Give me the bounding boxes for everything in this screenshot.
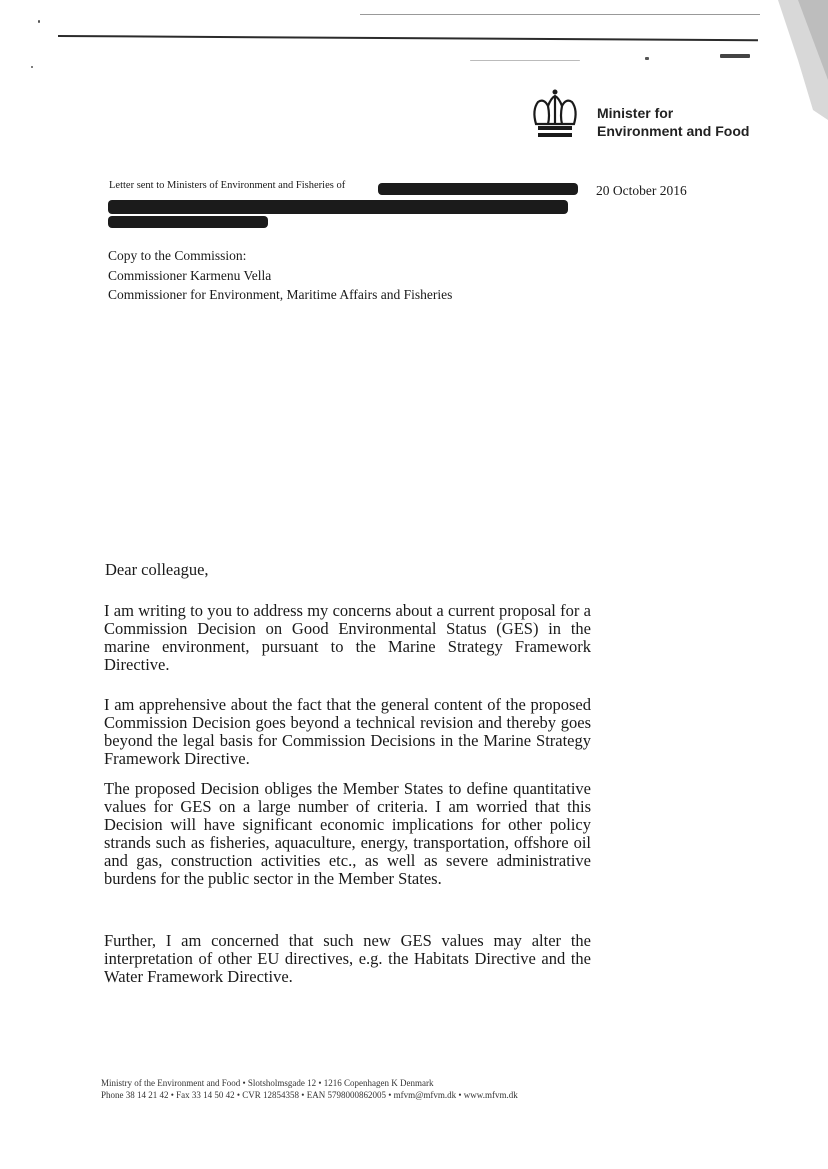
body-paragraph: I am writing to you to address my concerns about a current proposal for a Commission Decision on Good Environmental Status (GES) in the marine environment, pursuant to the Marine Strategy Framework Directive. bbox=[104, 601, 591, 674]
scan-artifact-line bbox=[58, 35, 758, 41]
footer bbox=[101, 1077, 518, 1101]
ministry-name-line1: Minister for bbox=[597, 105, 674, 121]
footer-contact: Phone 38 14 21 42 • Fax 33 14 50 42 • CVR 12854358 • EAN 5798000862005 • mfvm@mfvm.dk • www.mfvm.dk bbox=[101, 1090, 518, 1100]
copy-to-title: Commissioner for Environment, Maritime Affairs and Fisheries bbox=[108, 287, 453, 302]
scan-artifact-speck bbox=[38, 20, 40, 23]
footer-address: Ministry of the Environment and Food • Slotsholmsgade 12 • 1216 Copenhagen K Denmark bbox=[101, 1078, 434, 1088]
letter-date: 20 October 2016 bbox=[596, 183, 687, 198]
copy-to-block bbox=[108, 246, 452, 305]
ministry-name bbox=[597, 104, 749, 140]
body-paragraph: The proposed Decision obliges the Member States to define quantitative values for GES on a large number of criteria. I am worried that this Decision will have significant economic implications for other policy strands such as fisheries, aquaculture, energy, transportation, offshore oil and gas, construction activities etc., as well as severe administrative burdens for the public sector in the Member States. bbox=[104, 779, 591, 888]
scan-artifact-line bbox=[360, 14, 760, 15]
recipient-line: Letter sent to Ministers of Environment and Fisheries of bbox=[109, 180, 346, 191]
page-corner-shadow bbox=[768, 0, 828, 120]
body-paragraph: I am apprehensive about the fact that the general content of the proposed Commission Decision goes beyond a technical revision and thereby goes beyond the legal basis for Commission Decisions in the Marine Strategy Framework Directive. bbox=[104, 695, 591, 768]
scan-artifact-speck bbox=[470, 60, 580, 61]
copy-to-name: Commissioner Karmenu Vella bbox=[108, 267, 272, 283]
ministry-name-line2: Environment and Food bbox=[597, 123, 750, 139]
scan-artifact-speck bbox=[645, 57, 649, 60]
salutation: Dear colleague, bbox=[105, 560, 209, 579]
body-paragraph: Further, I am concerned that such new GES values may alter the interpretation of other EU directives, e.g. the Habitats Directive and the Water Framework Directive. bbox=[104, 931, 591, 986]
scan-artifact-speck bbox=[31, 66, 33, 68]
redaction-bar bbox=[378, 183, 578, 195]
crown-icon bbox=[528, 88, 582, 140]
redaction-bar bbox=[108, 216, 268, 228]
redaction-bar bbox=[108, 200, 568, 214]
scan-artifact-speck bbox=[720, 54, 750, 58]
copy-to-heading: Copy to the Commission: bbox=[108, 248, 247, 263]
